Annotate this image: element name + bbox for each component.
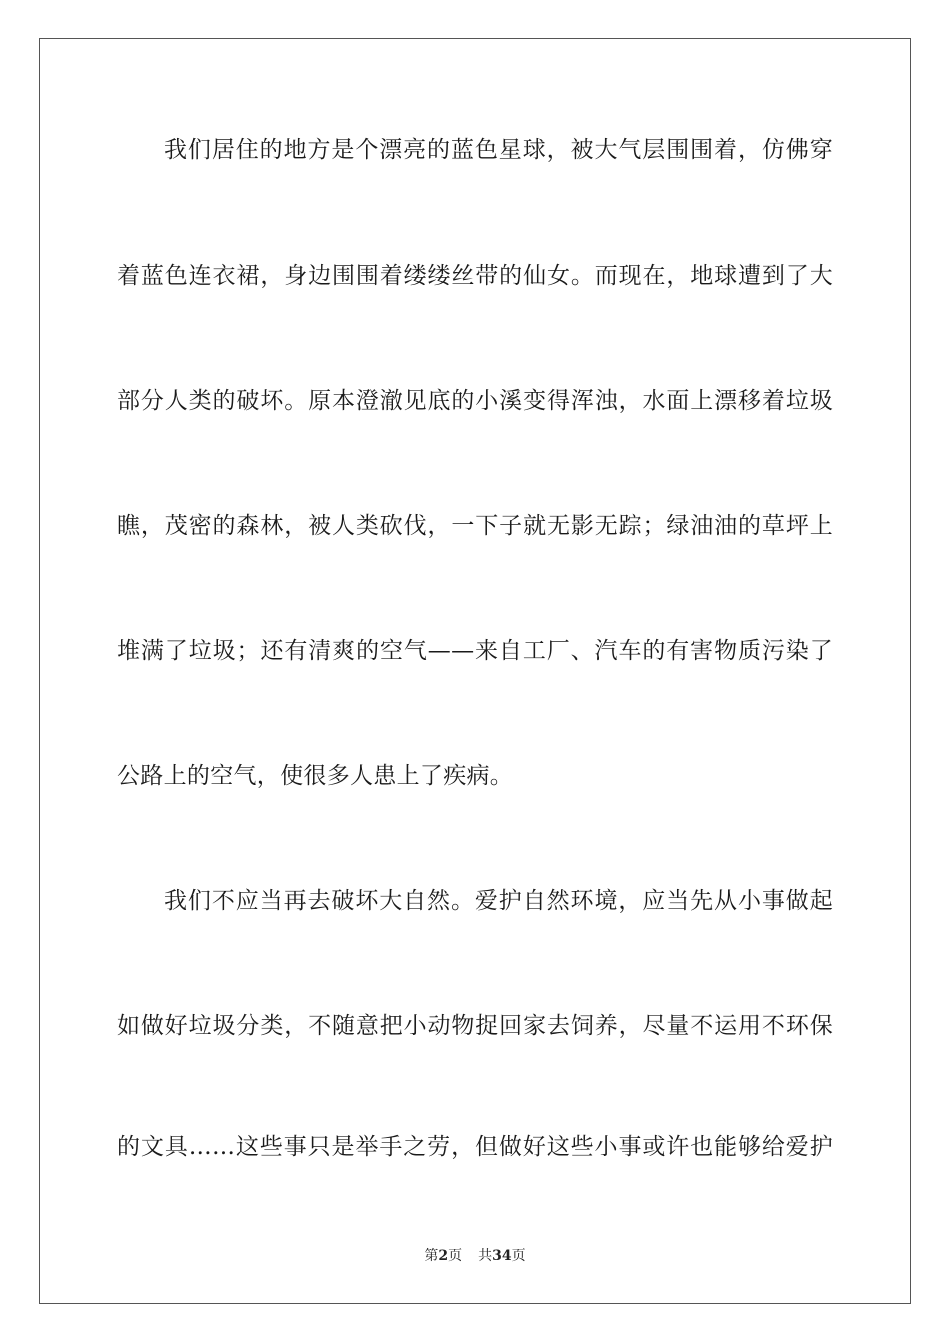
- text-line-6: 公路上的空气，使很多人患上了疾病。: [117, 763, 514, 789]
- page-border: [39, 38, 911, 1304]
- text-line-9: 的文具……这些事只是举手之劳，但做好这些小事或许也能够给爱护: [117, 1134, 833, 1160]
- total-suffix: 页: [511, 1248, 526, 1264]
- total-pages: 34: [492, 1248, 512, 1264]
- page-suffix: 页: [448, 1248, 463, 1264]
- text-line-2: 着蓝色连衣裙，身边围围着缕缕丝带的仙女。而现在，地球遭到了大: [117, 263, 833, 289]
- page-prefix: 第: [424, 1248, 439, 1264]
- text-line-3: 部分人类的破坏。原本澄澈见底的小溪变得浑浊，水面上漂移着垃圾: [117, 388, 833, 414]
- text-line-7: 我们不应当再去破坏大自然。爱护自然环境，应当先从小事做起: [164, 888, 833, 914]
- text-line-8: 如做好垃圾分类，不随意把小动物捉回家去饲养，尽量不运用不环保: [117, 1013, 833, 1039]
- text-line-5: 堆满了垃圾；还有清爽的空气——来自工厂、汽车的有害物质污染了: [117, 638, 833, 664]
- text-line-4: 瞧，茂密的森林，被人类砍伐，一下子就无影无踪；绿油油的草坪上: [117, 513, 833, 539]
- page-number: 2: [438, 1248, 449, 1264]
- page-footer: [0, 1246, 950, 1266]
- total-prefix: 共: [478, 1248, 493, 1264]
- text-line-1: 我们居住的地方是个漂亮的蓝色星球，被大气层围围着，仿佛穿: [164, 137, 833, 163]
